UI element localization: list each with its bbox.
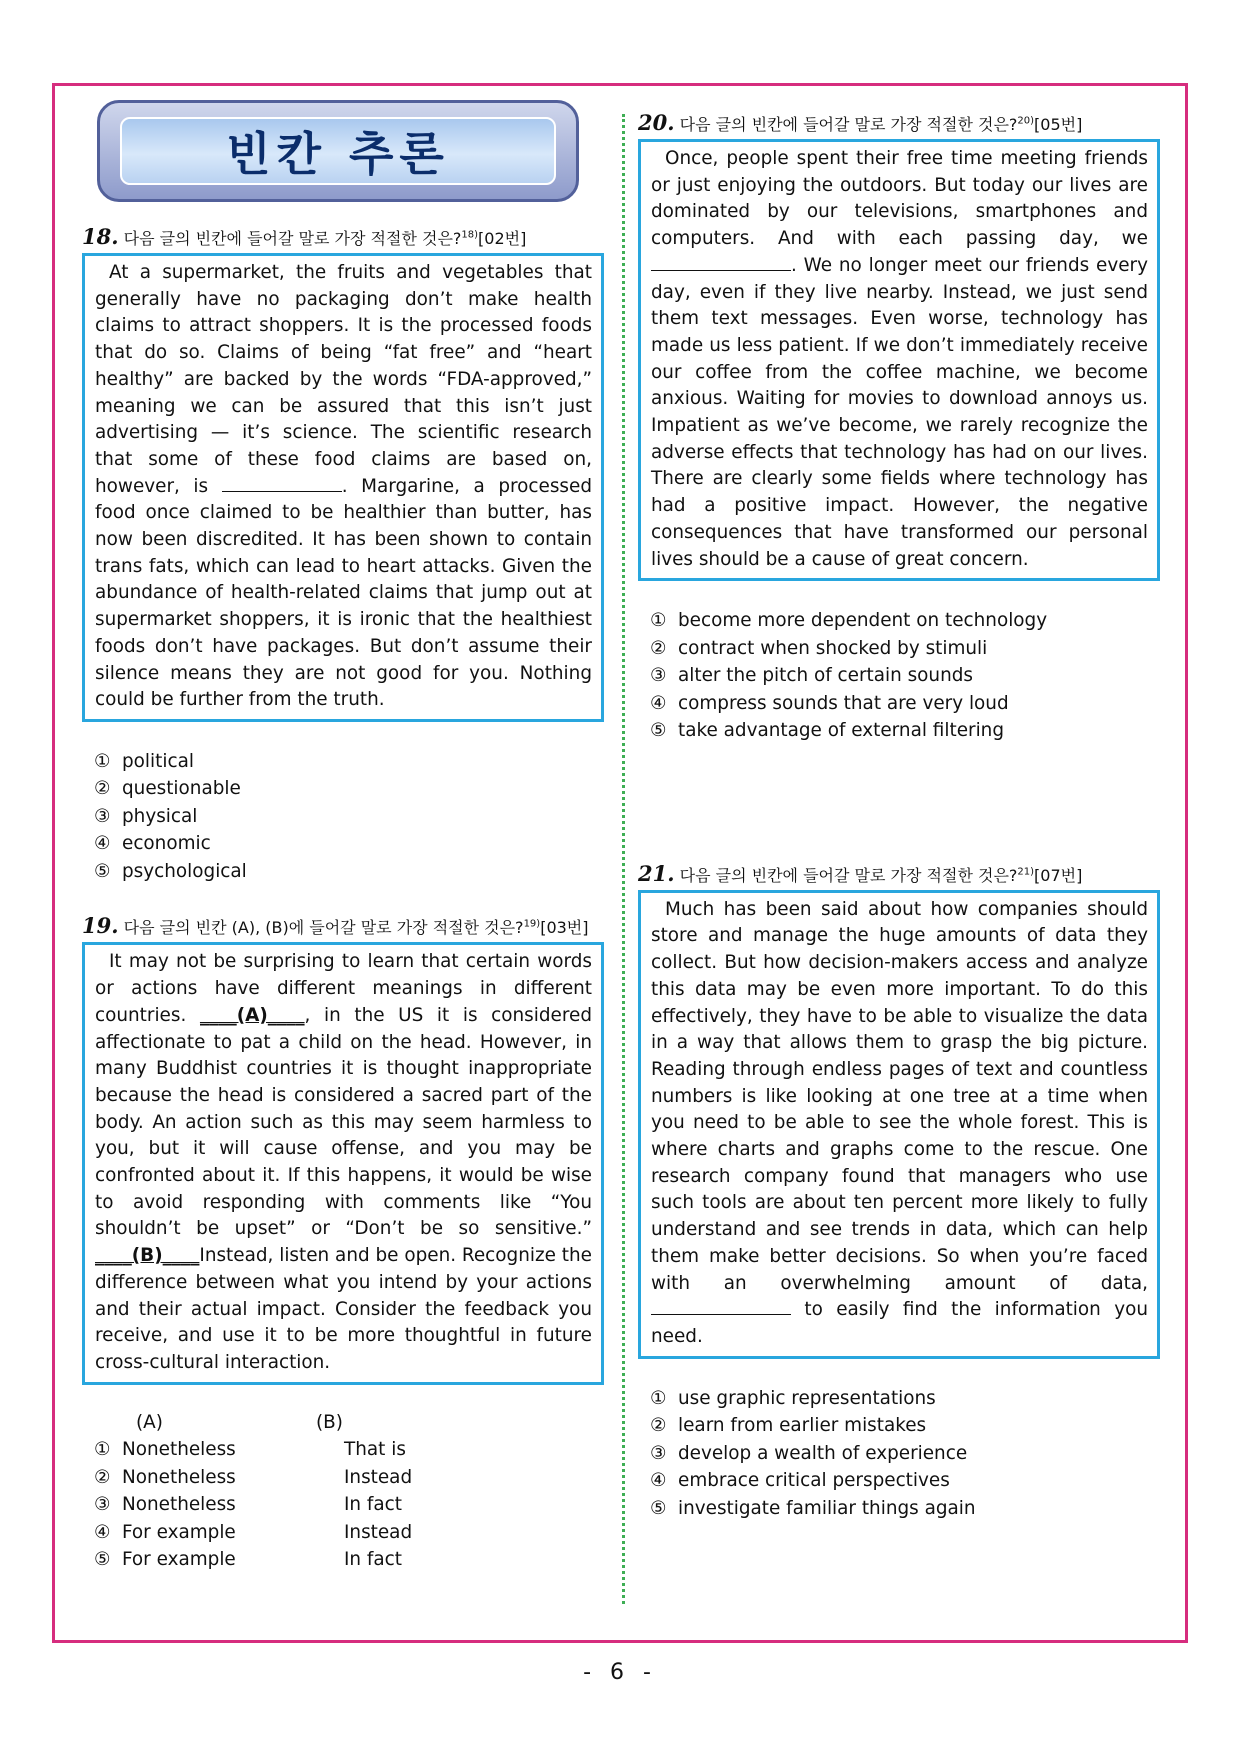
option-number: ④ [650, 1470, 667, 1492]
option-a: Nonetheless [122, 1439, 236, 1461]
option-text: contract when shocked by stimuli [678, 637, 988, 659]
passage-text: . We no longer meet our friends every day, even if they live nearby. Instead, we just send them text messages. Even worse, technology has made us less patient. If we don’t immediately receive our coffee from the coffee machine, we become anxious. Waiting for movies to download annoys us. Impatient as we’ve become, we rarely recognize the adverse effects that technology has had on our lives. There are clearly some fields where technology has had a positive impact. However, the negative consequences that have transformed our personal lives should be a cause of great concern. [651, 254, 1148, 570]
option-number: ④ [94, 833, 111, 855]
column-a-label: (A) [136, 1411, 163, 1433]
option-number: ① [94, 750, 111, 772]
option-text: become more dependent on technology [678, 610, 1048, 632]
passage-text: At a supermarket, the fruits and vegetables that generally have no packaging don’t make health claims to attract shoppers. It is the processed foods that do so. Claims of being “fat free” and “heart healthy” are backed by the words “FDA-approved,” meaning we can be assured that this isn’t just advertising — it’s science. The scientific research that some of these food claims are based on, however, is [95, 262, 592, 497]
question-instruction: 다음 글의 빈칸 (A), (B)에 들어갈 말로 가장 적절한 것은? [123, 918, 524, 938]
question-number: 20. [638, 110, 675, 135]
option-number: ② [650, 637, 667, 659]
option-text: take advantage of external filtering [678, 720, 1005, 742]
answer-option[interactable] [94, 1519, 604, 1547]
answer-option[interactable] [94, 1491, 604, 1519]
answer-option[interactable] [94, 775, 604, 803]
option-number: ④ [650, 692, 667, 714]
answer-options [638, 1385, 1160, 1523]
option-number: ③ [94, 1494, 111, 1516]
passage-text: to easily find the information you need. [651, 1299, 1148, 1347]
answer-option[interactable] [650, 662, 1160, 690]
option-text: economic [122, 833, 211, 855]
passage-box [638, 139, 1160, 581]
answer-options [638, 607, 1160, 745]
option-number: ③ [650, 1442, 667, 1464]
option-b: Instead [344, 1521, 413, 1543]
section-title: 빈칸 추론 [226, 127, 450, 181]
answer-option[interactable] [650, 1412, 1160, 1440]
answer-option[interactable] [650, 1467, 1160, 1495]
option-number: ③ [94, 805, 111, 827]
answer-option[interactable] [94, 858, 604, 886]
question-tag: [03번] [540, 918, 589, 938]
answer-option[interactable] [650, 717, 1160, 745]
option-text: questionable [122, 778, 241, 800]
option-text: compress sounds that are very loud [678, 692, 1009, 714]
passage-box [82, 942, 604, 1384]
option-b: In fact [344, 1549, 402, 1571]
question-tag: [07번] [1034, 865, 1083, 885]
answer-option[interactable] [650, 635, 1160, 663]
option-b: Instead [344, 1466, 413, 1488]
option-number: ② [650, 1415, 667, 1437]
option-a: For example [122, 1549, 236, 1571]
option-text: alter the pitch of certain sounds [678, 665, 973, 687]
option-number: ① [94, 1439, 111, 1461]
right-column [638, 110, 1160, 1522]
answer-option[interactable] [650, 1440, 1160, 1468]
answer-option[interactable] [94, 830, 604, 858]
question-number: 21. [638, 860, 675, 886]
passage-text: Instead, listen and be open. Recognize the difference between what you intend by your actions and their actual impact. Consider the feedback you receive, and use it to be more thoughtful in future cross-cultural interaction. [95, 1245, 592, 1373]
answer-option[interactable] [94, 803, 604, 831]
question-header [638, 110, 1160, 135]
option-a: Nonetheless [122, 1466, 236, 1488]
question-20 [638, 110, 1160, 745]
option-number: ⑤ [650, 1497, 667, 1519]
option-b: That is [344, 1439, 406, 1461]
question-header [82, 224, 604, 249]
options-header [94, 1409, 604, 1437]
option-number: ② [94, 778, 111, 800]
option-text: learn from earlier mistakes [678, 1415, 927, 1437]
option-b: In fact [344, 1494, 402, 1516]
option-text: political [122, 750, 194, 772]
answer-option[interactable] [650, 1385, 1160, 1413]
answer-options [82, 748, 604, 886]
option-number: ⑤ [650, 720, 667, 742]
footnote-ref: 21) [1017, 866, 1035, 878]
column-divider [622, 114, 625, 1604]
footnote-ref: 18) [461, 229, 479, 241]
question-tag: [05번] [1034, 115, 1083, 134]
question-19 [82, 913, 604, 1573]
left-column [82, 100, 604, 1574]
blank-b: ____(B)____ [95, 1245, 200, 1267]
footnote-ref: 20) [1017, 115, 1035, 127]
section-title-banner [97, 100, 579, 202]
answer-option[interactable] [650, 607, 1160, 635]
option-text: psychological [122, 860, 247, 882]
question-header [82, 913, 604, 938]
blank-a: ____(A)____ [199, 1004, 305, 1026]
page-number: - 6 - [583, 1660, 657, 1685]
option-number: ⑤ [94, 1549, 111, 1571]
answer-option[interactable] [94, 1464, 604, 1492]
answer-option[interactable] [650, 690, 1160, 718]
option-text: use graphic representations [678, 1387, 936, 1409]
answer-blank [222, 475, 342, 492]
option-number: ① [650, 1387, 667, 1409]
option-number: ① [650, 610, 667, 632]
passage-text: . Margarine, a processed food once claimed to be healthier than butter, has now been discredited. It has been shown to contain trans fats, which can lead to heart attacks. Given the abundance of health-related claims that jump out at supermarket shoppers, it is ironic that the healthiest foods don’t have packages. But don’t assume their silence means they are not good for you. Nothing could be further from the truth. [95, 475, 593, 711]
answer-blank [651, 254, 791, 271]
option-number: ④ [94, 1521, 111, 1543]
option-a: For example [122, 1521, 236, 1543]
passage-text: , in the US it is considered affectionate to pat a child on the head. However, in many Buddhist countries it is thought inappropriate because the head is considered a sacred part of the body. An action such as this may seem harmless to you, but it will cause offense, and you may be confronted about it. If this happens, it would be wise to avoid responding with comments like “You shouldn’t be upset” or “Don’t be so sensitive.” [95, 1004, 592, 1240]
option-number: ② [94, 1466, 111, 1488]
footnote-ref: 19) [523, 919, 541, 931]
passage-text: Much has been said about how companies should store and manage the huge amounts of data they collect. But how decision-makers access and analyze this data may be even more important. To do this effectively, they have to be able to visualize the data in a way that allows them to grasp the big picture. Reading through endless pages of text and countless numbers is like looking at one tree at a time when you need to be able to see the whole forest. This is where charts and graphs come to the rescue. One research company found that managers who use such tools are about ten percent more likely to fully understand and see trends in data, which can help them make better decisions. So when you’re faced with an overwhelming amount of data, [651, 898, 1148, 1294]
passage-box [638, 890, 1160, 1359]
passage-box [82, 253, 604, 722]
option-number: ③ [650, 665, 667, 687]
option-text: embrace critical perspectives [678, 1470, 950, 1492]
section-title-frame [120, 117, 556, 185]
answer-option[interactable] [94, 1436, 604, 1464]
option-a: Nonetheless [122, 1494, 236, 1516]
question-instruction: 다음 글의 빈칸에 들어갈 말로 가장 적절한 것은? [679, 865, 1018, 885]
question-instruction: 다음 글의 빈칸에 들어갈 말로 가장 적절한 것은? [679, 115, 1018, 134]
question-instruction: 다음 글의 빈칸에 들어갈 말로 가장 적절한 것은? [123, 229, 462, 248]
question-header [638, 861, 1160, 886]
answer-options [82, 1409, 604, 1574]
column-b-label: (B) [316, 1411, 343, 1433]
option-number: ⑤ [94, 860, 111, 882]
option-text: develop a wealth of experience [678, 1442, 968, 1464]
passage-text: Once, people spent their free time meeting friends or just enjoying the outdoors. But today our lives are dominated by our televisions, smartphones and computers. And with each passing day, we [651, 148, 1148, 250]
question-21 [638, 861, 1160, 1522]
answer-option[interactable] [94, 748, 604, 776]
answer-option[interactable] [94, 1546, 604, 1574]
question-18 [82, 224, 604, 885]
question-tag: [02번] [478, 229, 527, 248]
question-number: 19. [82, 913, 119, 939]
option-text: physical [122, 805, 198, 827]
answer-blank [651, 1298, 791, 1315]
passage-text: It may not be surprising to learn that certain words or actions have different meanings in different countries. [95, 951, 592, 1026]
option-text: investigate familiar things again [678, 1497, 976, 1519]
question-number: 18. [82, 224, 119, 249]
answer-option[interactable] [650, 1495, 1160, 1523]
